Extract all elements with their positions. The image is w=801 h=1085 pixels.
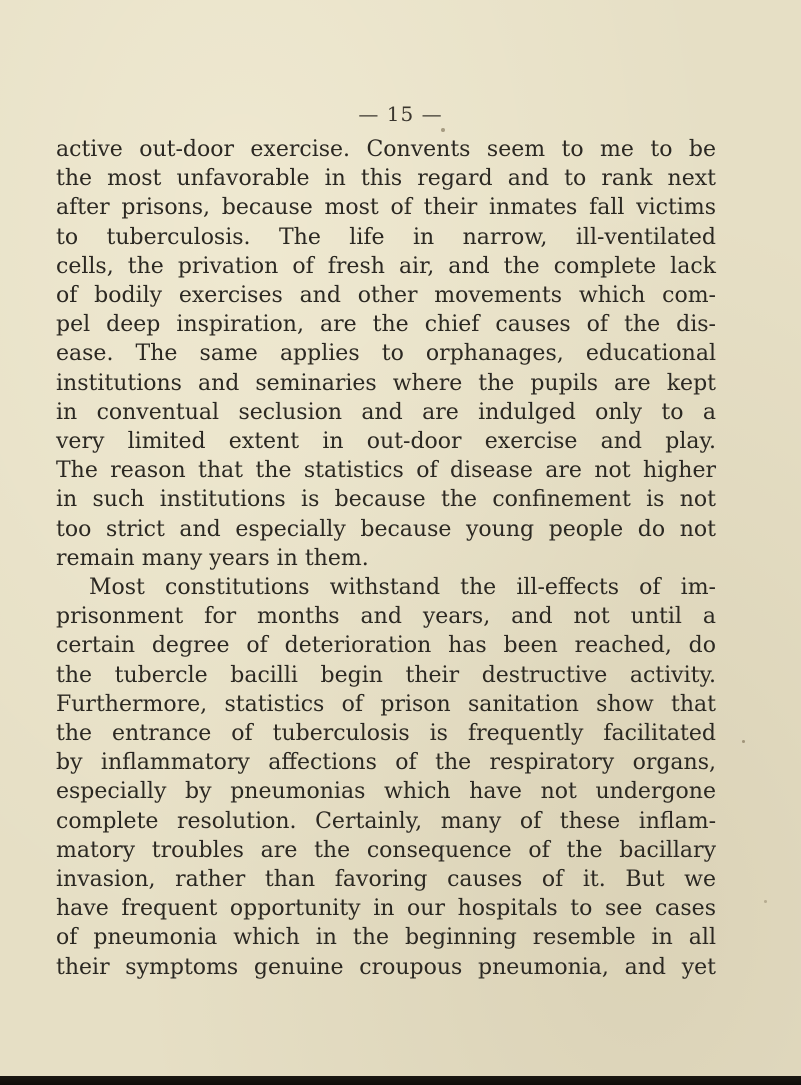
text-line: have frequent opportunity in our hospitals to see cases: [56, 896, 716, 922]
page-number: — 15 —: [358, 102, 443, 126]
paper-speck: [764, 900, 767, 903]
text-line: very limited extent in out-door exercise and play.: [56, 429, 716, 455]
text-line: certain degree of deterioration has been reached, do: [56, 633, 716, 659]
text-line: their symptoms genuine croupous pneumonia, and yet: [56, 954, 716, 980]
page-bottom-edge: [0, 1076, 801, 1085]
text-line: of bodily exercises and other movements which com-: [56, 283, 716, 309]
text-line: institutions and seminaries where the pupils are kept: [56, 370, 716, 396]
paper-speck: [441, 128, 445, 132]
text-line: the entrance of tuberculosis is frequently facilitated: [56, 721, 716, 747]
text-line: too strict and especially because young people do not: [56, 516, 716, 542]
text-line: active out-door exercise. Convents seem to me to be: [56, 137, 716, 162]
text-line: in such institutions is because the confinement is not: [56, 487, 716, 513]
text-line: invasion, rather than favoring causes of it. But we: [56, 867, 716, 893]
text-line: ease. The same applies to orphanages, educational: [56, 341, 716, 367]
body-text: [56, 135, 716, 982]
paragraph-start-line: Most constitutions withstand the ill-effects of im-: [89, 575, 716, 601]
text-line: especially by pneumonias which have not undergone: [56, 779, 716, 805]
text-line: after prisons, because most of their inmates fall victims: [56, 195, 716, 221]
text-line: Furthermore, statistics of prison sanitation show that: [56, 691, 716, 717]
text-line: the most unfavorable in this regard and to rank next: [56, 166, 716, 192]
text-line: complete resolution. Certainly, many of these inflam-: [56, 808, 716, 834]
text-line: The reason that the statistics of disease are not higher: [56, 458, 716, 484]
text-line: in conventual seclusion and are indulged only to a: [56, 399, 716, 425]
text-line: pel deep inspiration, are the chief causes of the dis-: [56, 312, 716, 338]
paragraph-end-line: remain many years in them.: [56, 545, 369, 571]
paper-speck: [742, 740, 745, 743]
text-line: by inflammatory affections of the respiratory organs,: [56, 750, 716, 776]
text-line: of pneumonia which in the beginning resemble in all: [56, 925, 716, 951]
text-line: cells, the privation of fresh air, and the complete lack: [56, 253, 716, 279]
text-line: matory troubles are the consequence of the bacillary: [56, 837, 716, 863]
text-line: the tubercle bacilli begin their destructive activity.: [56, 662, 716, 688]
text-line: prisonment for months and years, and not until a: [56, 604, 716, 630]
text-line: to tuberculosis. The life in narrow, ill-ventilated: [56, 224, 716, 250]
